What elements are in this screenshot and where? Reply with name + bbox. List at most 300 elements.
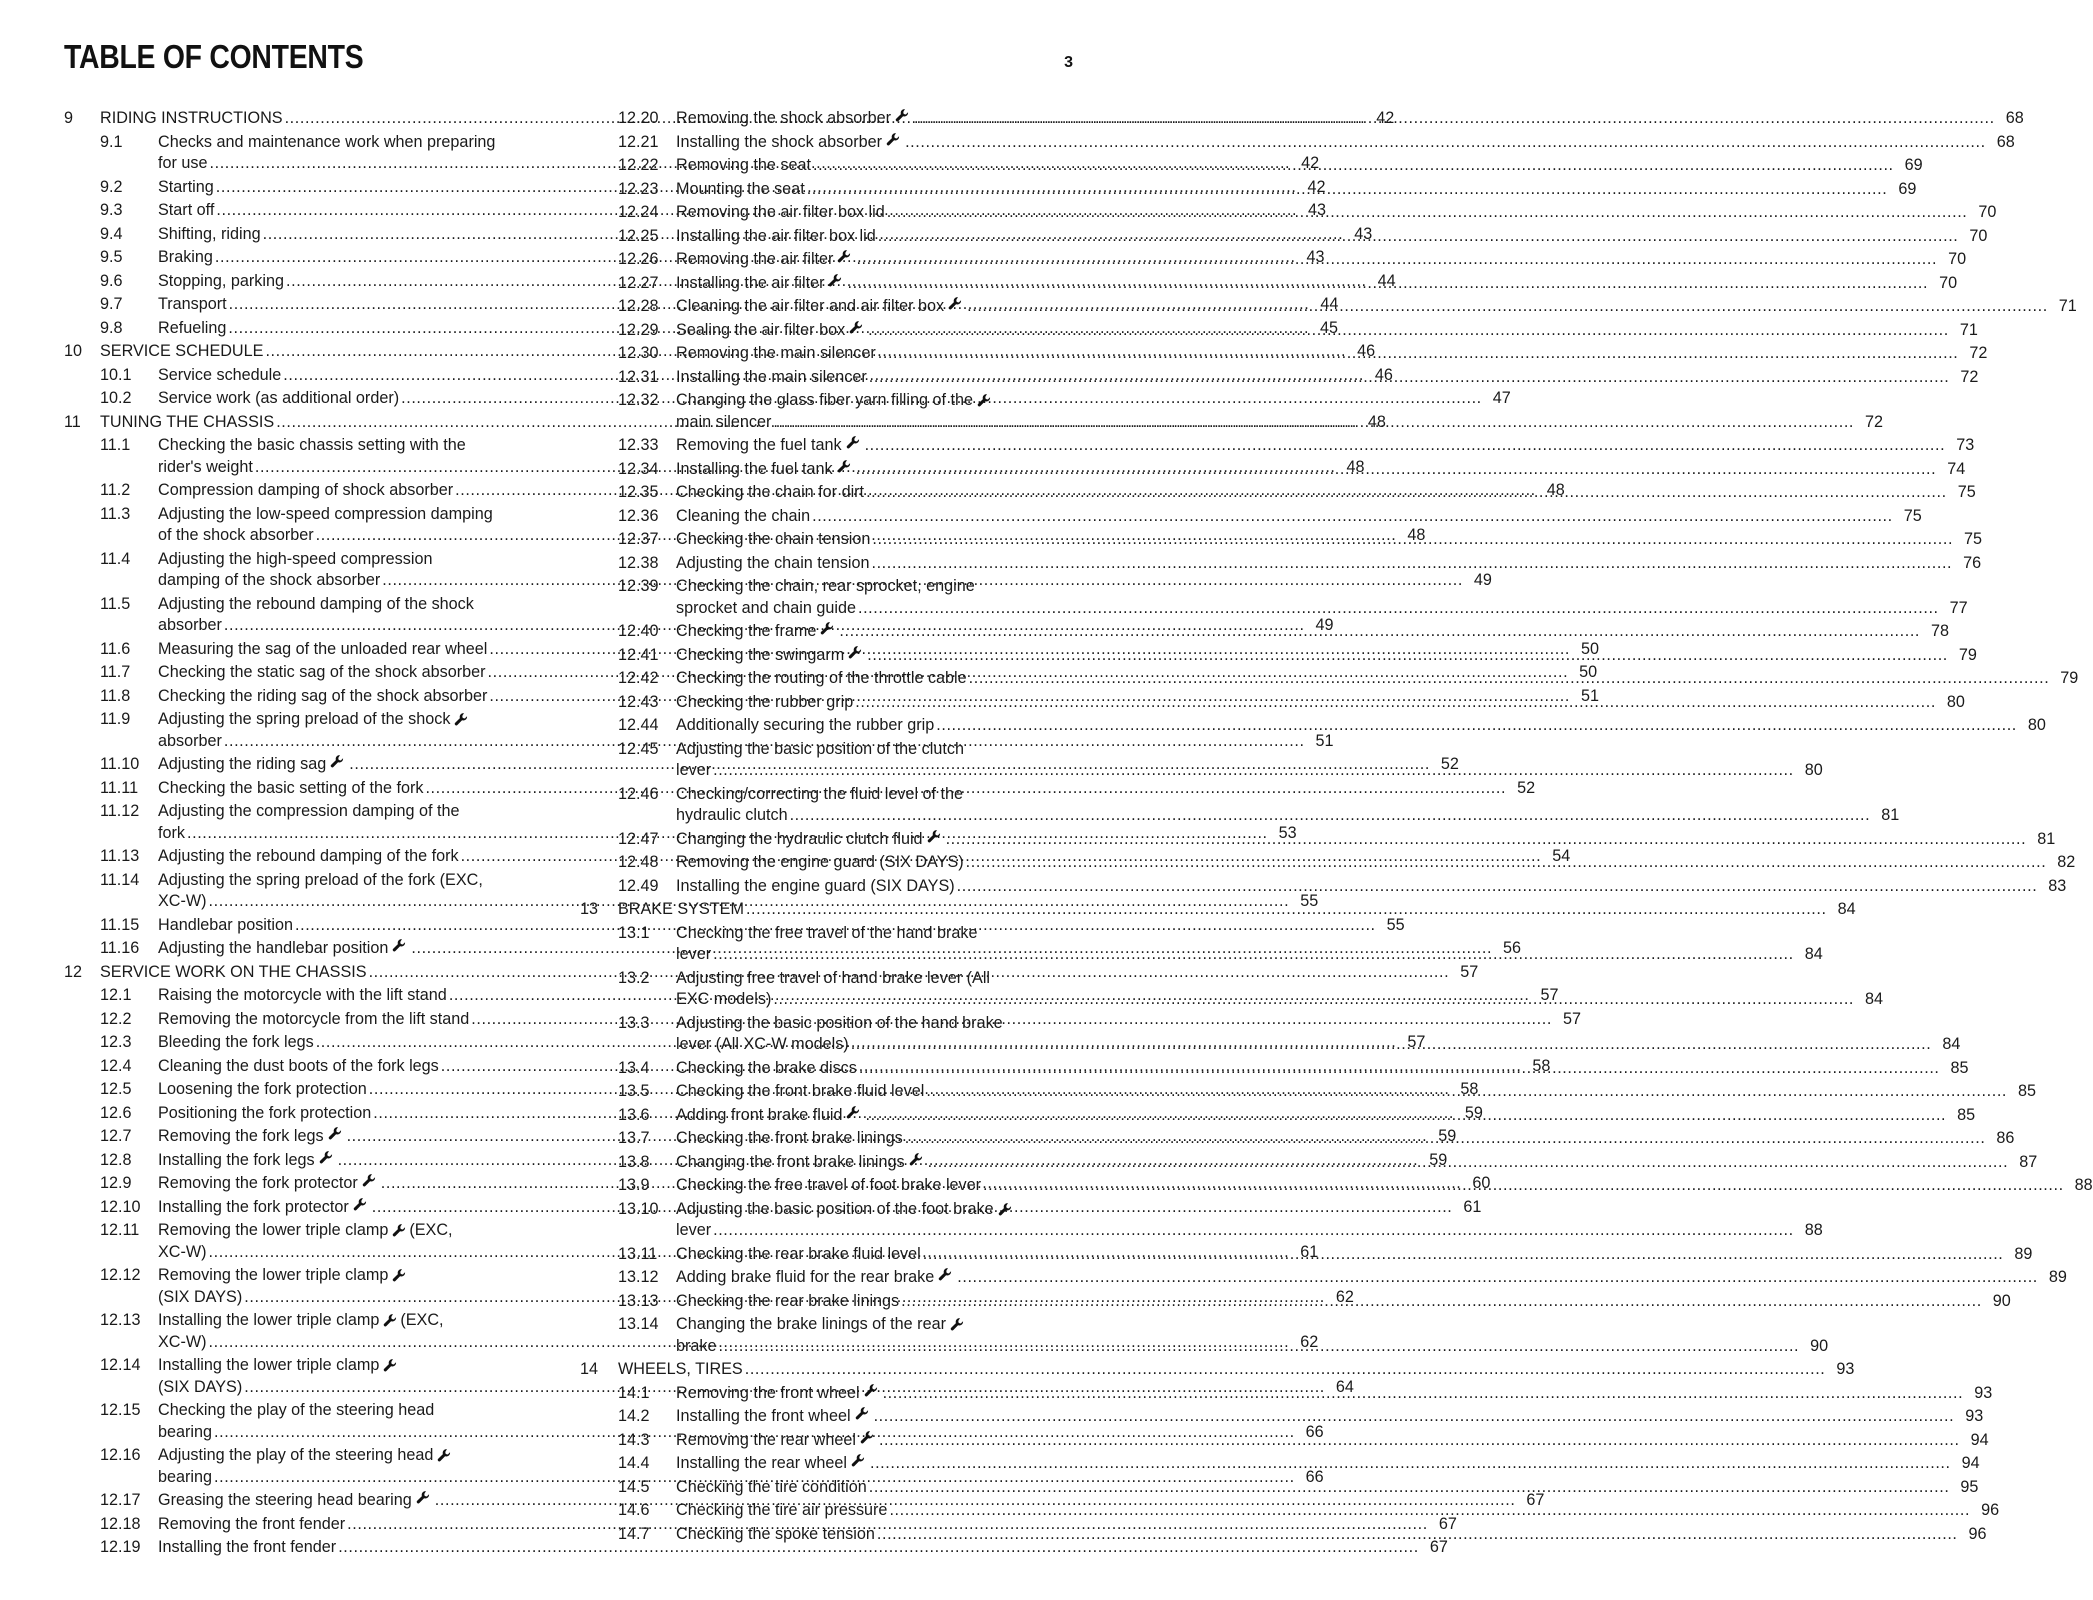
toc-entry-title-text: Installing the engine guard (SIX DAYS): [676, 876, 955, 895]
page-ref[interactable]: 77: [1949, 598, 1968, 617]
page-ref[interactable]: 59: [1438, 1127, 1457, 1145]
toc-entry-title-text: Service schedule: [158, 365, 282, 384]
page-ref[interactable]: 75: [1964, 530, 1983, 548]
page-ref[interactable]: 57: [1540, 986, 1559, 1004]
toc-entry-title-line: [158, 132, 554, 154]
toc-entry-title-text: Stopping, parking: [158, 271, 284, 290]
toc-entry-title-text: Checking the swingarm: [676, 645, 845, 664]
page-ref[interactable]: 93: [1836, 1360, 1855, 1378]
toc-entry-title-text: of the shock absorber: [158, 526, 314, 544]
toc-entry-body: [676, 1267, 2067, 1289]
page-ref[interactable]: 83: [2048, 876, 2067, 895]
toc-entry-title-line: [676, 506, 1922, 528]
section-number: 11.16: [100, 939, 140, 957]
toc-entry-title-text: Loosening the fork protection: [158, 1080, 367, 1098]
wrench-icon: [927, 829, 942, 844]
toc-entry[interactable]: [580, 1267, 2067, 1289]
dot-leader: [901, 1291, 1982, 1313]
page-ref[interactable]: 94: [1961, 1454, 1980, 1472]
section-number: 13.12: [618, 1268, 659, 1286]
page-ref[interactable]: 93: [1974, 1383, 1993, 1402]
page-ref[interactable]: 87: [2019, 1152, 2038, 1171]
toc-entry-title-text: Changing the glass fiber yarn filling of the: [676, 391, 973, 409]
toc-entry-title-text: Adding brake fluid for the rear brake: [676, 1268, 935, 1286]
dot-leader: [865, 1105, 1946, 1127]
dot-leader: [905, 132, 1986, 154]
section-number: 10: [64, 342, 83, 360]
page-ref[interactable]: 59: [1464, 1103, 1483, 1122]
section-number: 12.19: [100, 1538, 141, 1556]
page-ref[interactable]: 71: [1959, 320, 1978, 339]
section-number: 13.9: [618, 1176, 650, 1194]
toc-entry-title-line: [676, 739, 1073, 761]
page-ref[interactable]: 49: [1315, 616, 1334, 634]
toc-entry-body: [676, 553, 1982, 575]
section-number: 12.14: [100, 1356, 141, 1374]
dot-leader: [713, 1220, 1794, 1242]
page-ref[interactable]: 86: [1996, 1129, 2015, 1147]
dot-leader: [957, 876, 2038, 898]
page-ref[interactable]: 64: [1335, 1377, 1354, 1396]
section-number: 12.26: [618, 250, 659, 268]
page-ref[interactable]: 44: [1320, 295, 1339, 313]
section-number: 12.35: [618, 483, 659, 501]
page-ref[interactable]: 49: [1473, 571, 1492, 589]
toc-entry-title-text: Checking the riding sag of the shock absorber: [158, 686, 488, 705]
toc-entry-title-text: Transport: [158, 295, 227, 313]
page-ref[interactable]: 55: [1300, 892, 1319, 910]
page-ref[interactable]: 95: [1960, 1477, 1979, 1496]
toc-entry-title-text: Adjusting the rebound damping of the fork: [158, 847, 459, 865]
section-number: 12.17: [100, 1491, 141, 1509]
section-number: 11: [64, 412, 81, 431]
toc-entry-title-text: Changing the brake linings of the rear: [676, 1315, 946, 1333]
toc-entry[interactable]: [580, 553, 1982, 575]
page-ref[interactable]: 84: [1942, 1035, 1961, 1053]
page-ref[interactable]: 85: [1957, 1105, 1976, 1124]
toc-entry[interactable]: [580, 876, 2067, 898]
page-ref[interactable]: 84: [1804, 945, 1823, 963]
toc-entry-title-text: Removing the motorcycle from the lift stand: [158, 1009, 470, 1028]
toc-entry[interactable]: [580, 1406, 1984, 1428]
page-ref[interactable]: 70: [1969, 226, 1988, 245]
toc-entry-title-line: [676, 1314, 1073, 1336]
page-ref[interactable]: 89: [2014, 1244, 2033, 1263]
toc-entry-title-text: Checks and maintenance work when preparing: [158, 132, 496, 151]
toc-entry-title-text: Removing the main silencer: [676, 344, 876, 362]
section-number: 14: [580, 1360, 599, 1378]
toc-entry-title-text: Removing the lower triple clamp: [158, 1266, 389, 1284]
toc-entry-body: [676, 1406, 1984, 1428]
toc-entry-title-line: [676, 132, 2015, 154]
page-ref[interactable]: 81: [2037, 829, 2056, 848]
page-ref[interactable]: 66: [1305, 1422, 1324, 1441]
toc-entry-title-text: for use: [158, 154, 208, 172]
page-ref[interactable]: 57: [1562, 1009, 1581, 1028]
toc-entry-title-line: [676, 1406, 1984, 1428]
toc-entry-title-text: main silencer: [676, 412, 772, 431]
page-ref[interactable]: 84: [1837, 900, 1856, 918]
section-number: 12.25: [618, 226, 659, 245]
toc-entry-title-line: [158, 1310, 554, 1332]
dot-leader: [713, 944, 1794, 966]
toc-entry-title-text: (SIX DAYS): [158, 1287, 243, 1306]
page-ref[interactable]: 69: [1904, 156, 1923, 174]
dot-leader: [865, 435, 1946, 457]
section-number: 11.8: [100, 686, 131, 705]
dot-leader: [887, 202, 1968, 224]
section-number: 12.12: [100, 1266, 141, 1284]
toc-entry-title-line: [158, 504, 554, 526]
toc-entry-title-text: TUNING THE CHASSIS: [100, 412, 275, 431]
section-number: 12.21: [618, 132, 659, 151]
toc-entry-title-text: Installing the fuel tank: [676, 459, 833, 478]
toc-entry[interactable]: [580, 715, 2046, 737]
section-number: 11.12: [100, 802, 140, 820]
wrench-icon: [886, 132, 901, 147]
section-number: 12.24: [618, 203, 659, 221]
toc-entry-title-line: [676, 1524, 1987, 1546]
section-number: 9.5: [100, 248, 123, 266]
toc-entry[interactable]: [580, 132, 2015, 154]
page-ref[interactable]: 90: [1810, 1336, 1829, 1355]
page-ref[interactable]: 57: [1460, 962, 1479, 981]
page-ref[interactable]: 42: [1376, 109, 1395, 127]
section-number: 12.15: [100, 1401, 141, 1419]
toc-entry-title-text: Shifting, riding: [158, 224, 261, 243]
dot-leader: [851, 1034, 1932, 1056]
toc-entry-title-text: Removing the air filter: [676, 250, 834, 268]
page-ref[interactable]: 55: [1386, 915, 1405, 934]
toc-entry-title-line: [676, 1453, 1980, 1475]
toc-entry-title-text: Adjusting the play of the steering head: [158, 1446, 434, 1464]
page-title: TABLE OF CONTENTS: [64, 38, 364, 75]
section-number: 12.32: [618, 391, 659, 409]
page-ref[interactable]: 52: [1440, 755, 1459, 773]
page-ref[interactable]: 85: [2018, 1082, 2037, 1100]
page-ref[interactable]: 96: [1968, 1524, 1987, 1543]
toc-entry-title-text: Measuring the sag of the unloaded rear wheel: [158, 639, 488, 658]
toc-entry[interactable]: [64, 1537, 1448, 1559]
dot-leader: [926, 1081, 2007, 1103]
wrench-icon: [416, 1490, 431, 1505]
toc-entry-body: [676, 876, 2067, 898]
page-ref[interactable]: 68: [2005, 109, 2024, 127]
toc-entry-title-text: Adjusting free travel of hand brake lever (All: [676, 968, 991, 987]
section-number: 13.3: [618, 1013, 650, 1032]
toc-entry-title-text: Cleaning the chain: [676, 506, 811, 525]
page-ref[interactable]: 46: [1374, 365, 1393, 384]
page-ref[interactable]: 89: [2048, 1268, 2067, 1286]
page-ref[interactable]: 80: [1946, 692, 1965, 711]
toc-entry-title-suffix: (EXC,: [409, 1221, 453, 1239]
section-number: 12.7: [100, 1127, 132, 1145]
dot-leader: [889, 1500, 1970, 1522]
dot-leader: [877, 1524, 1958, 1546]
page-ref[interactable]: 45: [1320, 318, 1339, 337]
section-number: 11.2: [100, 481, 131, 499]
page-ref[interactable]: 62: [1335, 1287, 1354, 1306]
page-ref[interactable]: 88: [2074, 1176, 2093, 1194]
page-ref[interactable]: 74: [1947, 459, 1966, 478]
page-ref[interactable]: 43: [1306, 248, 1325, 266]
toc-entry-title-text: Additionally securing the rubber grip: [676, 716, 935, 734]
dot-leader: [867, 645, 1948, 667]
page-ref[interactable]: 44: [1377, 271, 1396, 290]
page-ref[interactable]: 43: [1308, 201, 1327, 219]
page-ref[interactable]: 51: [1315, 731, 1334, 750]
section-number: 9: [64, 109, 74, 127]
toc-entry[interactable]: [580, 1359, 1855, 1381]
toc-entry-title-text: sprocket and chain guide: [676, 598, 856, 617]
page-ref[interactable]: 67: [1526, 1491, 1545, 1509]
dot-leader: [813, 155, 1894, 177]
toc-entry-title-text: XC-W): [158, 1332, 207, 1351]
toc-entry-title-text: Removing the rear wheel: [676, 1430, 856, 1449]
section-number: 13.14: [618, 1315, 659, 1333]
dot-leader: [969, 668, 2050, 690]
dot-leader: [869, 1477, 1950, 1499]
page-ref[interactable]: 94: [1970, 1430, 1989, 1449]
toc-entry-title-text: Removing the lower triple clamp: [158, 1221, 389, 1239]
page-ref[interactable]: 62: [1300, 1332, 1319, 1351]
toc-entry-title-line: [676, 1477, 1979, 1499]
wrench-icon: [950, 1317, 965, 1332]
toc-entry-title-text: absorber: [158, 731, 222, 750]
page-ref[interactable]: 67: [1438, 1514, 1457, 1533]
toc-entry-title-text: Raising the motorcycle with the lift stand: [158, 986, 447, 1004]
page-ref[interactable]: 70: [1978, 203, 1997, 221]
page-ref[interactable]: 96: [1981, 1501, 2000, 1519]
section-number: 9.8: [100, 318, 123, 337]
wrench-icon: [977, 393, 992, 408]
wrench-icon: [909, 1152, 924, 1167]
toc-entry-title-text: Removing the air filter box lid: [676, 203, 885, 221]
toc-entry-title-line: [676, 390, 1073, 412]
dot-leader: [856, 459, 1937, 481]
toc-entry[interactable]: [580, 1453, 1980, 1475]
page-ref[interactable]: 72: [1960, 367, 1979, 386]
section-number: 13.4: [618, 1058, 650, 1077]
page-ref[interactable]: 75: [1903, 506, 1922, 525]
section-number: 12.11: [100, 1221, 140, 1239]
toc-entry-title-text: lever: [676, 1221, 712, 1239]
dot-leader: [746, 899, 1827, 921]
toc-entry-title-text: damping of the shock absorber: [158, 571, 381, 589]
dot-leader: [856, 249, 1937, 271]
toc-entry-title-text: Service work (as additional order): [158, 389, 400, 407]
page-ref[interactable]: 48: [1407, 526, 1426, 544]
toc-entry[interactable]: [580, 1477, 1979, 1499]
wrench-icon: [392, 1223, 407, 1238]
toc-entry-title-line: [158, 1355, 554, 1377]
page-ref[interactable]: 59: [1429, 1150, 1448, 1169]
wrench-icon: [846, 435, 861, 450]
page-ref[interactable]: 61: [1463, 1197, 1482, 1216]
page-ref[interactable]: 82: [2057, 853, 2076, 871]
toc-entry-title-text: XC-W): [158, 892, 207, 910]
toc-entry[interactable]: [580, 435, 1975, 457]
page-ref[interactable]: 58: [1532, 1056, 1551, 1075]
page-ref[interactable]: 53: [1278, 823, 1297, 842]
section-number: 11.13: [100, 847, 140, 865]
section-number: 12.45: [618, 739, 659, 758]
page-ref[interactable]: 57: [1407, 1033, 1426, 1051]
dot-leader: [883, 1383, 1964, 1405]
toc-entry-title-text: Removing the front wheel: [676, 1383, 860, 1402]
toc-entry-title-line: [676, 923, 1073, 945]
page-ref[interactable]: 69: [1898, 179, 1917, 198]
section-number: 12.27: [618, 273, 659, 292]
page-ref[interactable]: 84: [1865, 990, 1884, 1008]
page-ref[interactable]: 75: [1957, 483, 1976, 501]
dot-leader: [790, 805, 1871, 827]
page-ref[interactable]: 43: [1354, 224, 1373, 243]
page-ref[interactable]: 68: [1996, 132, 2015, 151]
dot-leader: [807, 179, 1888, 201]
wrench-icon: [837, 459, 852, 474]
section-number: 14.5: [618, 1477, 650, 1496]
wrench-icon: [851, 1453, 866, 1468]
page-ref[interactable]: 56: [1503, 939, 1522, 957]
page-ref[interactable]: 70: [1948, 250, 1967, 268]
wrench-icon: [895, 108, 910, 123]
wrench-icon: [392, 938, 407, 953]
dot-leader: [745, 1359, 1826, 1381]
toc-entry-body: [676, 1524, 1987, 1546]
toc-entry-title-line: [158, 1265, 554, 1287]
toc-entry-title-text: Positioning the fork protection: [158, 1103, 372, 1122]
dot-leader: [928, 1152, 2009, 1174]
toc-entry-title-text: Installing the fork legs: [158, 1150, 315, 1169]
dot-leader: [868, 320, 1949, 342]
toc-entry-title-text: Installing the lower triple clamp: [158, 1356, 380, 1374]
page-ref[interactable]: 50: [1579, 663, 1598, 681]
page-ref[interactable]: 81: [1881, 806, 1900, 824]
toc-entry-title-text: Installing the main silencer: [676, 367, 867, 386]
section-number: 12.4: [100, 1056, 132, 1075]
dot-leader: [878, 343, 1959, 365]
toc-entry-title-line: [676, 1013, 1073, 1035]
toc-entry-body: [676, 132, 2015, 154]
page-ref[interactable]: 78: [1931, 622, 1950, 640]
toc-entry-title-line: [158, 1220, 554, 1242]
wrench-icon: [938, 1267, 953, 1282]
toc-entry-title-text: Starting: [158, 177, 214, 196]
wrench-icon: [820, 621, 835, 636]
toc-entry-title-text: Installing the shock absorber: [676, 132, 883, 151]
wrench-icon: [319, 1150, 334, 1165]
page-ref[interactable]: 70: [1939, 273, 1958, 292]
toc-entry-title-line: [676, 553, 1982, 575]
page-ref[interactable]: 93: [1965, 1407, 1984, 1425]
page-ref[interactable]: 85: [1950, 1058, 1969, 1077]
page-ref[interactable]: 80: [2027, 716, 2046, 734]
toc-entry[interactable]: [580, 1524, 1987, 1546]
page-ref[interactable]: 73: [1956, 436, 1975, 454]
page-ref[interactable]: 48: [1346, 457, 1365, 476]
page-ref[interactable]: 48: [1546, 481, 1565, 499]
page-ref[interactable]: 79: [2060, 669, 2079, 687]
toc-entry-title-text: Greasing the steering head bearing: [158, 1491, 412, 1509]
wrench-icon: [437, 1448, 452, 1463]
dot-leader: [872, 529, 1953, 551]
toc-entry-title-text: lever: [676, 761, 712, 779]
toc-entry-title-text: Installing the front fender: [158, 1538, 337, 1556]
section-number: 9.2: [100, 177, 123, 196]
section-number: 9.7: [100, 295, 123, 313]
dot-leader: [839, 621, 1920, 643]
page-ref[interactable]: 88: [1804, 1221, 1823, 1239]
page-ref[interactable]: 72: [1969, 344, 1988, 362]
section-number: 12.29: [618, 320, 659, 339]
section-number: 11.9: [100, 710, 131, 728]
page-ref[interactable]: 72: [1865, 412, 1884, 431]
section-number: 9.4: [100, 224, 123, 243]
section-number: 12.28: [618, 297, 659, 315]
section-number: 12.46: [618, 784, 659, 803]
page-ref[interactable]: 61: [1300, 1242, 1319, 1261]
section-number: 12.44: [618, 716, 659, 734]
toc-entry-title-text: Checking the chain for dirt: [676, 483, 865, 501]
page-ref[interactable]: 67: [1429, 1538, 1448, 1556]
page-ref[interactable]: 54: [1552, 847, 1571, 865]
toc-entry-title-text: Changing the front brake linings: [676, 1152, 905, 1171]
toc-entry-title-text: Removing the seat: [676, 156, 811, 174]
page-ref[interactable]: 71: [2058, 297, 2077, 315]
toc-entry-title-text: Adding front brake fluid: [676, 1105, 843, 1124]
page-ref[interactable]: 42: [1307, 177, 1326, 196]
page-ref[interactable]: 50: [1581, 639, 1600, 658]
page-ref[interactable]: 90: [1992, 1291, 2011, 1310]
toc-entry-title-text: Bleeding the fork legs: [158, 1033, 314, 1051]
toc-entry-title-text: lever (All XC-W models): [676, 1035, 849, 1053]
page-ref[interactable]: 46: [1357, 342, 1376, 360]
section-number: 12.1: [100, 986, 132, 1004]
toc-entry-title-text: Checking the basic setting of the fork: [158, 778, 424, 797]
toc-entry[interactable]: [580, 506, 1922, 528]
page-ref[interactable]: 48: [1367, 412, 1386, 431]
dot-leader: [855, 692, 1936, 714]
page-ref[interactable]: 52: [1517, 778, 1536, 797]
toc-entry-title-text: Handlebar position: [158, 915, 293, 934]
dot-leader: [773, 412, 1854, 434]
section-number: 12.36: [618, 506, 659, 525]
section-number: 13.13: [618, 1291, 659, 1310]
page-ref[interactable]: 79: [1958, 645, 1977, 664]
section-number: 12: [64, 962, 83, 981]
page-ref[interactable]: 66: [1305, 1467, 1324, 1486]
page-ref[interactable]: 58: [1460, 1080, 1479, 1098]
section-number: 12.22: [618, 156, 659, 174]
dot-leader: [879, 1430, 1960, 1452]
page-ref[interactable]: 47: [1492, 389, 1511, 407]
toc-entry-body: [676, 1477, 1979, 1499]
section-number: 11.1: [100, 436, 131, 454]
section-number: 11.3: [100, 504, 131, 523]
toc-entry-title-text: Checking the basic chassis setting with the: [158, 436, 466, 454]
page-ref[interactable]: 51: [1580, 686, 1599, 705]
page-ref[interactable]: 60: [1472, 1174, 1491, 1192]
section-number: 11.6: [100, 639, 131, 658]
toc-entry-title-text: lever: [676, 945, 712, 963]
page-ref[interactable]: 76: [1963, 553, 1982, 572]
section-number: 14.4: [618, 1454, 650, 1472]
toc-entry-body: [158, 1537, 1448, 1559]
page-ref[interactable]: 42: [1301, 154, 1320, 172]
toc-entry-title-line: [158, 1537, 1448, 1559]
page-ref[interactable]: 80: [1804, 761, 1823, 779]
